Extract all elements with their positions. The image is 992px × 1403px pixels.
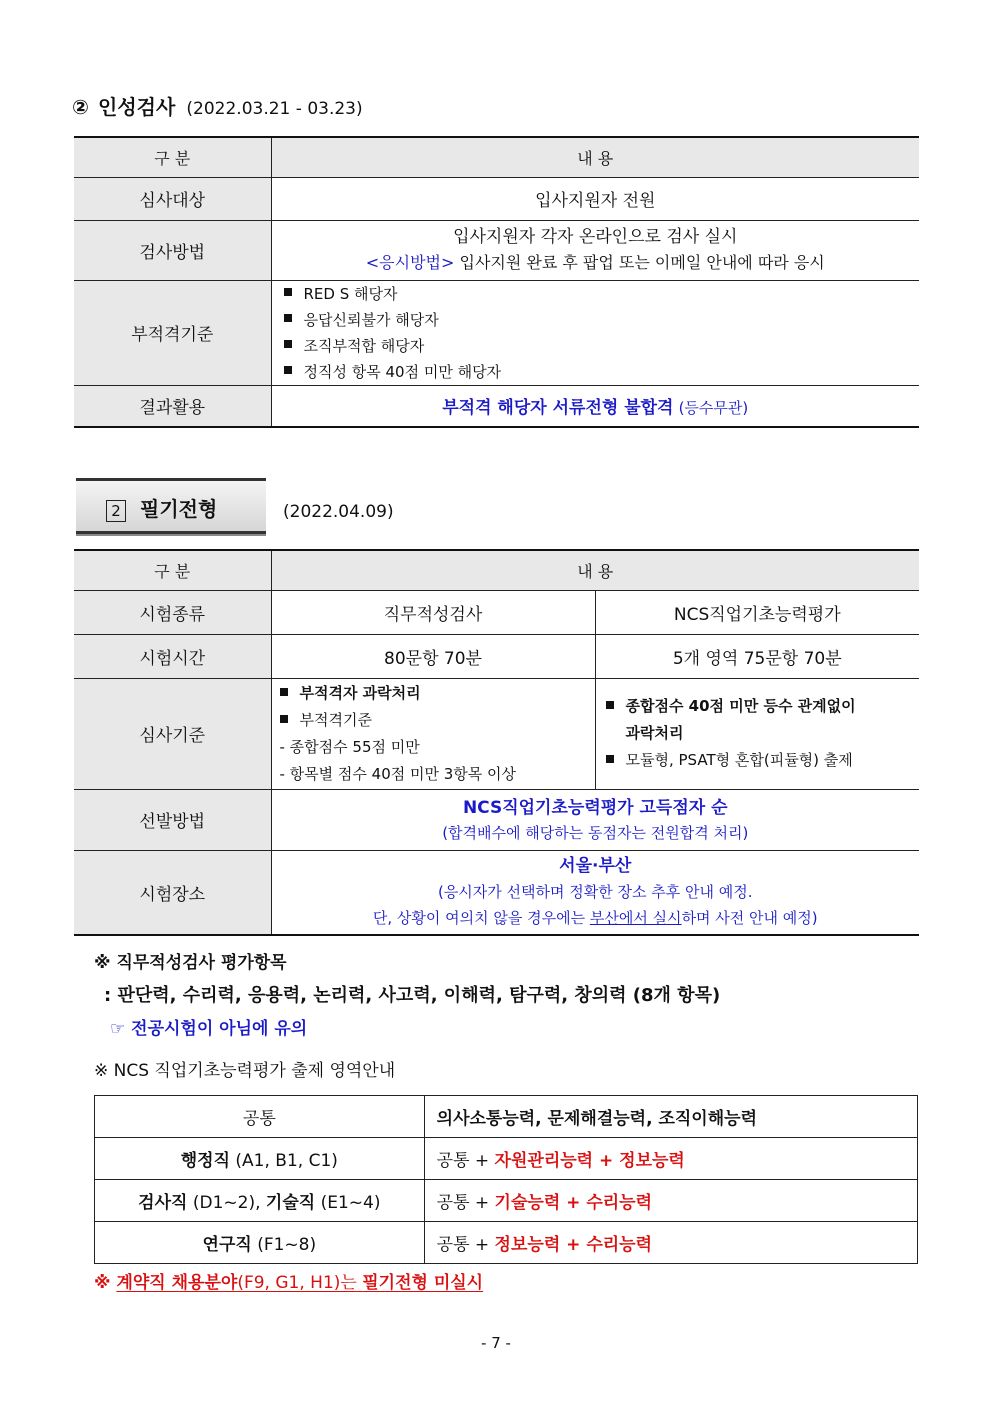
target-value: 입사지원자 전원 [271, 177, 919, 220]
section2-number: 2 [106, 500, 126, 522]
venue-label: 시험장소 [74, 850, 271, 935]
criteria-sub: - 항목별 점수 40점 미만 3항목 이상 [279, 764, 517, 783]
ncs-row-value: 공통 + 자원관리능력 + 정보능력 [424, 1138, 917, 1180]
section1-period: (2022.03.21 - 03.23) [186, 99, 363, 119]
criteria-item: 조직부적합 해당자 [284, 333, 914, 359]
header-content: 내 용 [271, 550, 919, 590]
ncs-row-label: 행정직 (A1, B1, C1) [95, 1138, 425, 1180]
method-line2 [278, 250, 914, 276]
criteria-item: 정직성 항목 40점 미만 해당자 [284, 359, 914, 385]
criteria-aptitude [271, 678, 595, 789]
criteria-label: 부적격기준 [74, 280, 271, 385]
selection-label: 선발방법 [74, 789, 271, 850]
venue-line1: 서울·부산 [559, 856, 632, 877]
criteria-item: 종합점수 40점 미만 등수 관계없이 [606, 693, 914, 720]
method-line1: 입사지원자 각자 온라인으로 검사 실시 [453, 227, 738, 247]
type-ncs: NCS직업기초능력평가 [595, 590, 919, 634]
target-label: 심사대상 [74, 177, 271, 220]
contract-note: ※ 계약직 채용분야(F9, G1, H1)는 필기전형 미실시 [94, 1273, 484, 1293]
criteria-item: 응답신뢰불가 해당자 [284, 307, 914, 333]
criteria-item: 부적격자 과락처리 [280, 680, 589, 707]
venue-line2: (응시자가 선택하며 정확한 장소 추후 안내 예정. [437, 883, 753, 902]
aptitude-note-items: : 판단력, 수리력, 응용력, 논리력, 사고력, 이해력, 탐구력, 창의력 (8개 항목) [104, 985, 721, 1006]
venue-value [271, 850, 919, 935]
criteria-label: 심사기준 [74, 678, 271, 789]
ncs-note-title: ※ NCS 직업기초능력평가 출제 영역안내 [94, 1061, 396, 1081]
aptitude-note-warning: ☞ 전공시험이 아님에 유의 [110, 1019, 308, 1039]
venue-line3: 단, 상황이 여의치 않을 경우에는 부산에서 실시하며 사전 안내 예정) [372, 909, 818, 928]
method-sub-text: 입사지원 완료 후 팝업 또는 이메일 안내에 따라 응시 [459, 253, 825, 272]
time-label: 시험시간 [74, 634, 271, 678]
ncs-area-table [94, 1095, 918, 1264]
section1-heading [72, 92, 363, 122]
aptitude-note-title: ※ 직무적성검사 평가항목 [94, 953, 287, 973]
ncs-row-label: 공통 [95, 1096, 425, 1138]
page-number: - 7 - [481, 1334, 511, 1352]
section1-number: ② [72, 95, 89, 119]
header-category: 구 분 [74, 137, 271, 177]
selection-value [271, 789, 919, 850]
section2-heading-box [76, 478, 266, 534]
type-aptitude: 직무적성검사 [271, 590, 595, 634]
ncs-row-value: 공통 + 정보능력 + 수리능력 [424, 1222, 917, 1264]
ncs-row-value: 의사소통능력, 문제해결능력, 조직이해능력 [424, 1096, 917, 1138]
result-label: 결과활용 [74, 385, 271, 427]
time-aptitude: 80문항 70분 [271, 634, 595, 678]
selection-line1: NCS직업기초능력평가 고득점자 순 [462, 797, 728, 818]
result-value: 부적격 해당자 서류전형 불합격 (등수무관) [271, 385, 919, 427]
method-value [271, 220, 919, 280]
type-label: 시험종류 [74, 590, 271, 634]
section2-period: (2022.04.09) [283, 502, 394, 522]
written-test-table [74, 549, 919, 936]
selection-line2: (합격배수에 해당하는 동점자는 전원합격 처리) [442, 823, 749, 842]
criteria-item: 부적격기준 [280, 707, 589, 734]
method-label: 검사방법 [74, 220, 271, 280]
ncs-row-label: 검사직 (D1~2), 기술직 (E1~4) [95, 1180, 425, 1222]
criteria-item-cont: 과락처리 [625, 724, 684, 742]
method-sub-label: <응시방법> [365, 253, 455, 272]
criteria-sub: - 종합점수 55점 미만 [279, 737, 420, 756]
header-content: 내 용 [271, 137, 919, 177]
personality-test-table [74, 136, 919, 428]
header-category: 구 분 [74, 550, 271, 590]
section2-title: 필기전형 [140, 497, 218, 521]
ncs-row-label: 연구직 (F1~8) [95, 1222, 425, 1264]
ncs-row-value: 공통 + 기술능력 + 수리능력 [424, 1180, 917, 1222]
criteria-item: 모듈형, PSAT형 혼합(피듈형) 출제 [606, 747, 914, 774]
criteria-list [271, 280, 919, 385]
section1-title: 인성검사 [98, 95, 176, 119]
time-ncs: 5개 영역 75문항 70분 [595, 634, 919, 678]
criteria-item: RED S 해당자 [284, 281, 914, 307]
criteria-ncs [595, 678, 919, 789]
